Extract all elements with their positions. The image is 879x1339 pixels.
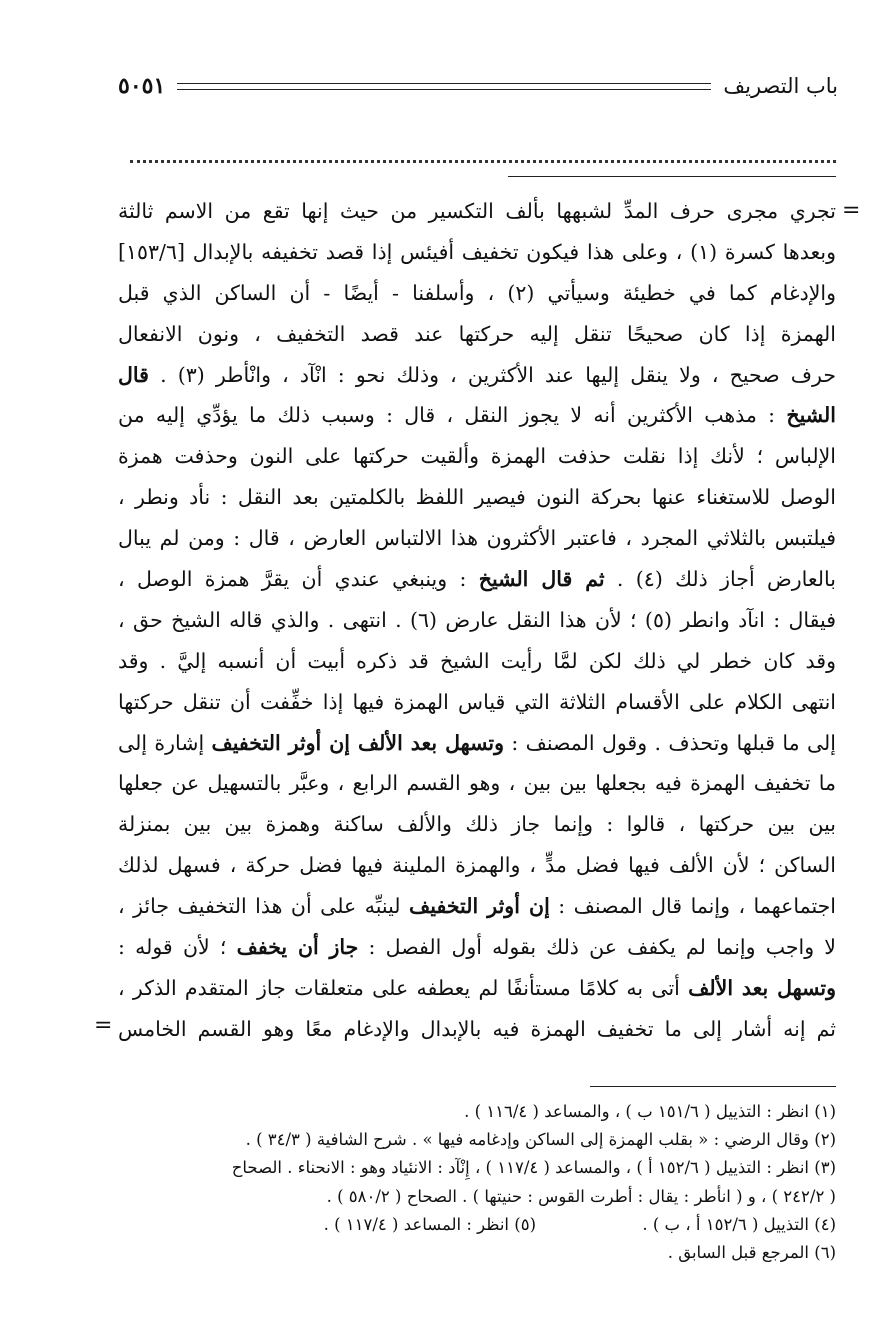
text-segment: ثم إنه أشار إلى ما تخفيف الهمزة فيه بالإبدال والإدغام معًا وهو القسم الخامس [118,1016,836,1041]
text-line [118,845,836,886]
footnote-1: (١) انظر : التذييل ( ١٥١/٦ ب ) ، والمساعد ( ١١٦/٤ ) . [464,1102,836,1121]
text-segment: الهمزة إذا كان صحيحًا تنقل إليه حركتها عند قصد التخفيف ، ونون الانفعال [118,321,836,346]
text-segment: : مذهب الأكثرين أنه لا يجوز النقل ، قال : وسبب ذلك ما يؤدِّي إليه من [118,403,787,428]
footnote-3: (٣) انظر : التذييل ( ١٥٢/٦ أ ) ، والمساعد ( ١١٧/٤ ) ، إِنْآد : الانئياد وهو : الانحناء . الصحاح [231,1158,836,1178]
text-line [118,232,836,273]
bold-citation: جاز أن يخفف [236,935,359,960]
text-segment: الساكن ؛ لأن الألف فيها فضل مدٍّ ، والهمزة الملينة فيها فضل حركة ، فسهل لذلك [118,853,836,878]
continuation-mark-end: = [94,1013,113,1038]
text-segment: الوصل للاستغناء عنها بحركة النون فيصير اللفظ بالكلمتين بعد النقل : نأد ونطر ، [118,485,836,510]
top-rule [508,176,836,177]
text-segment: انتهى الكلام على الأقسام الثلاثة التي قياس الهمزة فيها إذا خفِّفت أن تنقل حركتها [118,689,836,714]
footnote-4: (٤) التذييل ( ١٥٢/٦ أ ، ب ) . [642,1214,836,1234]
text-line [118,886,836,927]
text-segment: : وينبغي عندي أن يقرَّ همزة الوصل ، [118,567,479,592]
text-line [118,355,836,396]
text-line [118,477,836,518]
footnote-6: (٦) المرجع قبل السابق . [667,1242,836,1262]
bold-citation: قال [118,362,149,387]
text-segment: إشارة إلى [118,730,212,755]
text-segment: لا واجب وإنما لم يكفف عن ذلك بقوله أول الفصل : [358,935,836,960]
text-line [118,804,836,845]
header-rule [177,83,711,90]
text-line [118,559,836,600]
text-segment: أتى به كلامًا مستأنفًا لم يعطفه على متعلقات جاز المتقدم الذكر ، [118,975,689,1000]
running-header [118,68,838,104]
footnote-pair-row [118,1211,836,1239]
dotted-separator [130,140,836,163]
text-line [118,518,836,559]
text-line [118,436,836,477]
footnote-rule [590,1086,836,1087]
text-segment: حرف صحيح ، ولا ينقل إليها عند الأكثرين ، وذلك نحو : انْآد ، وانْأطر (٣) . [148,362,836,387]
footnote-5: (٥) انظر : المساعد ( ١١٧/٤ ) . [323,1214,536,1234]
text-segment: ؛ لأن قوله : [118,935,237,960]
text-segment: بين بين حركتها ، قالوا : وإنما جاز ذلك والألف ساكنة وهمزة بين بين بمنزلة [118,812,836,837]
text-segment: تجري مجرى حرف المدِّ لشبهها بألف التكسير من حيث إنها تقع من الاسم ثالثة [118,199,836,223]
footnote-3-continued: ( ٢٤٢/٢ ) ، و ( انأطر : يقال : أطرت القوس : حنيتها ) . الصحاح ( ٥٨٠/٢ ) . [326,1186,836,1206]
text-line [118,273,836,314]
text-segment: ما تخفيف الهمزة فيه بجعلها بين بين ، وهو القسم الرابع ، وعبَّر بالتسهيل عن جعلها [118,771,836,796]
text-line [118,191,836,232]
text-segment: فيلتبس بالثلاثي المجرد ، فاعتبر الأكثرون هذا الالتباس العارض ، قال : ومن لم يبال [118,526,836,551]
chapter-title: باب التصريف [723,74,838,98]
page-number: ٥٠٥١ [118,73,166,99]
bold-citation: وتسهل بعد الألف إن أوثر التخفيف [211,730,504,755]
text-line [118,641,836,682]
text-line [118,600,836,641]
text-segment: والإدغام كما في خطيئة وسيأتي (٢) ، وأسلفنا - أيضًا - أن الساكن الذي قبل [118,280,836,305]
text-segment: فيقال : انآد وانطر (٥) ؛ لأن هذا النقل عارض (٦) . انتهى . والذي قاله الشيخ حق ، [118,607,836,632]
text-line [118,763,836,804]
text-segment: الإلباس ؛ لأنك إذا نقلت حذفت الهمزة وألقيت حركتها على النون وحذفت همزة [118,444,836,469]
text-line [118,682,836,723]
text-segment: وقد كان خطر لي ذلك لكن لمَّا رأيت الشيخ قد ذكره أبيت أن أنسبه إليَّ . وقد [118,648,836,673]
bold-citation: وتسهل بعد الألف [688,975,836,1000]
text-segment: بالعارض أجاز ذلك (٤) . [604,567,836,592]
text-line [118,968,836,1009]
text-segment: وبعدها كسرة (١) ، وعلى هذا فيكون تخفيف أفيئس إذا قصد تخفيفه بالإبدال [١٥٣/٦] [118,239,836,264]
text-line [118,723,836,764]
text-line [118,927,836,968]
footnotes-block [118,1098,836,1267]
bold-citation: ثم قال الشيخ [478,567,605,592]
bold-citation: الشيخ [786,403,836,428]
text-segment: اجتماعهما ، وإنما قال المصنف : [549,894,836,919]
footnote-2: (٢) وقال الرضي : « بقلب الهمزة إلى الساكن وإدغامه فيها » . شرح الشافية ( ٣٤/٣ ) . [245,1130,836,1150]
text-line [118,314,836,355]
text-segment: إلى ما قبلها وتحذف . وقول المصنف : [503,730,836,755]
text-line [118,395,836,436]
text-segment: لينبِّه على أن هذا التخفيف جائز ، [118,894,410,919]
main-text-body [118,191,836,1050]
continuation-mark-start: = [842,198,861,223]
bold-citation: إن أوثر التخفيف [409,894,550,919]
text-line [118,1009,836,1050]
